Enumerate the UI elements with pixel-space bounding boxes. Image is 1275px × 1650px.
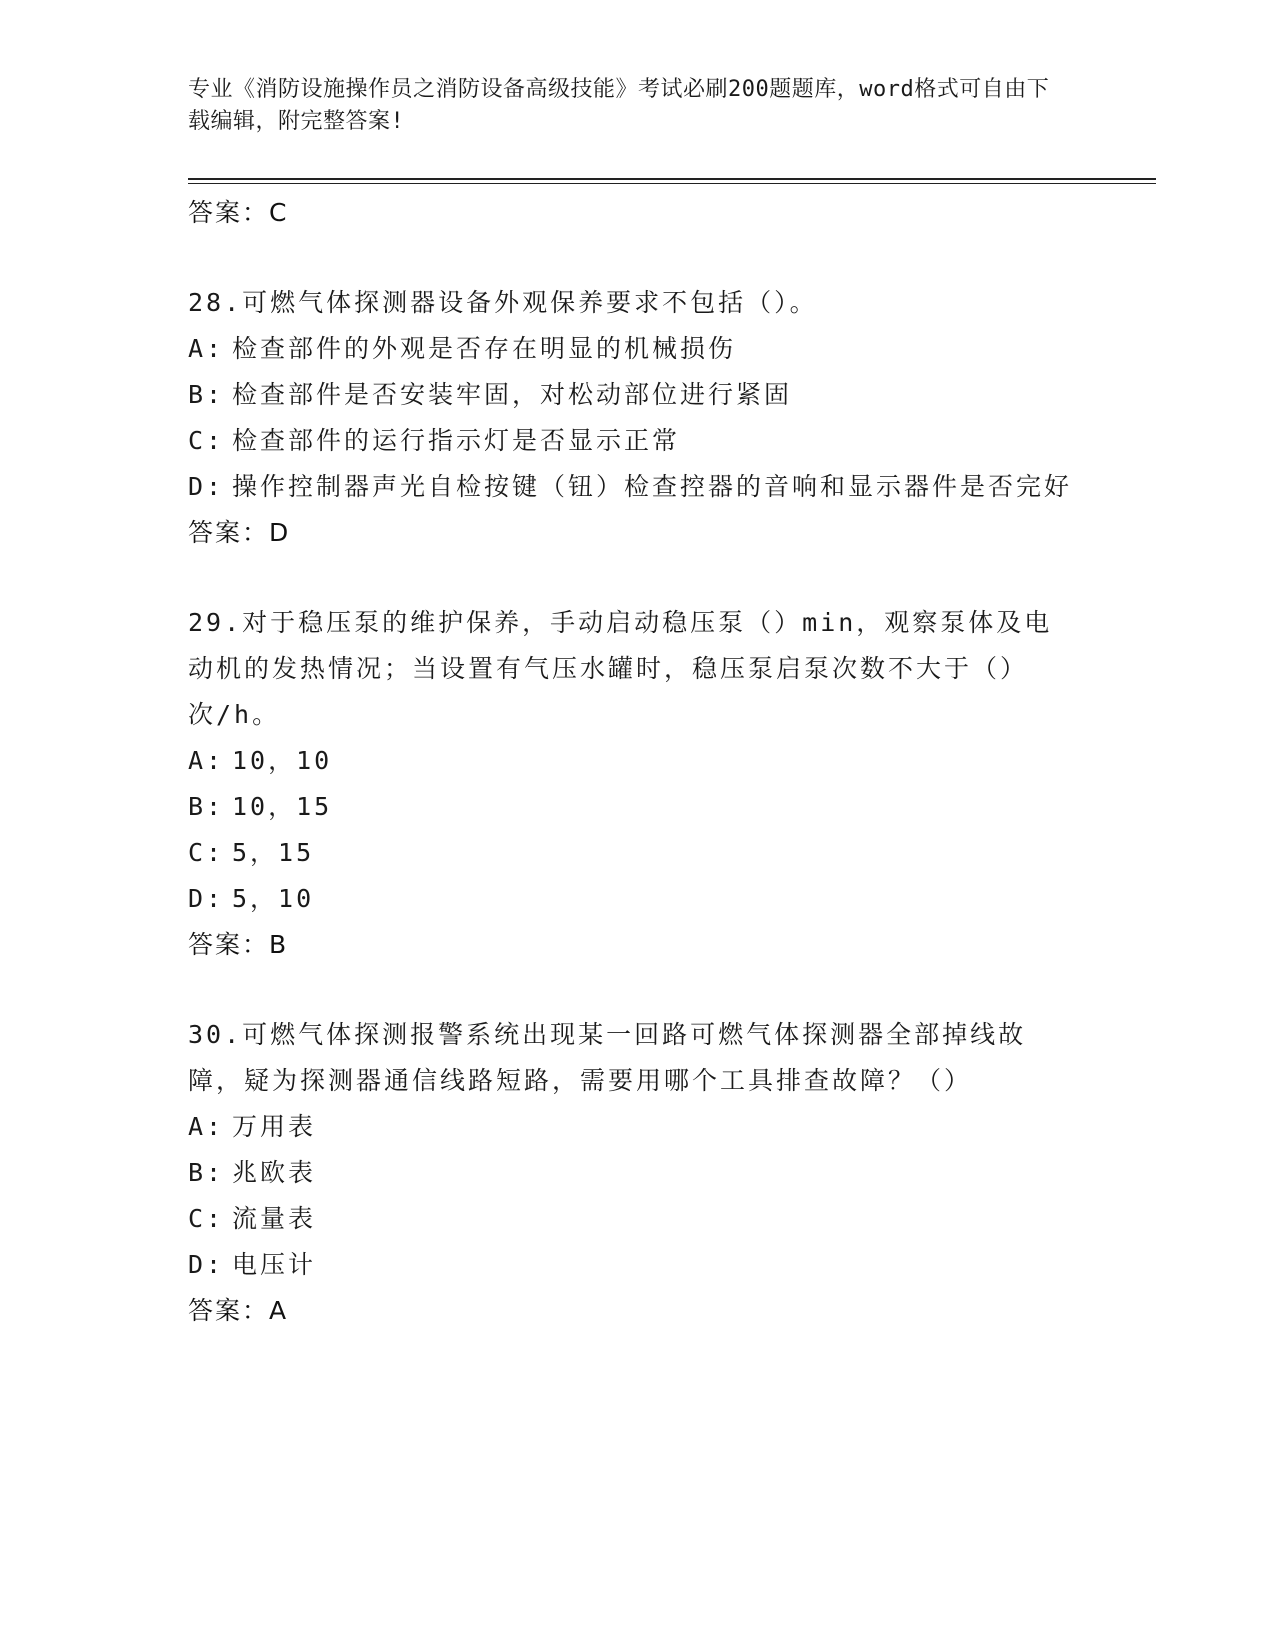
option-text: 5，10	[232, 884, 315, 913]
option-a	[188, 1104, 1088, 1150]
option-text: 操作控制器声光自检按键（钮）检查控器的音响和显示器件是否完好	[232, 472, 1073, 501]
option-text: 5，15	[232, 838, 315, 867]
option-a	[188, 738, 1088, 784]
option-c	[188, 830, 1088, 876]
option-key: A:	[188, 1112, 225, 1141]
option-key: A:	[188, 746, 225, 775]
question-block	[188, 1012, 1088, 1334]
option-key: B:	[188, 792, 225, 821]
option-key: C:	[188, 1204, 225, 1233]
option-text: 兆欧表	[232, 1158, 317, 1187]
option-key: B:	[188, 1158, 225, 1187]
option-a	[188, 326, 1088, 372]
answer-line: 答案：C	[188, 198, 289, 227]
option-key: D:	[188, 472, 225, 501]
option-key: D:	[188, 884, 225, 913]
question-text: 28.可燃气体探测器设备外观保养要求不包括（）。	[188, 288, 818, 317]
content-area	[188, 190, 1088, 1334]
option-key: D:	[188, 1250, 225, 1279]
option-key: A:	[188, 334, 225, 363]
option-text: 万用表	[232, 1112, 317, 1141]
option-text: 流量表	[232, 1204, 317, 1233]
option-key: C:	[188, 838, 225, 867]
page-header: 专业《消防设施操作员之消防设备高级技能》考试必刷200题题库，word格式可自由下载编辑，附完整答案!	[188, 77, 1050, 134]
option-d	[188, 464, 1078, 510]
answer-line: 答案：A	[188, 1296, 289, 1325]
option-text: 检查部件的运行指示灯是否显示正常	[232, 426, 681, 455]
option-key: B:	[188, 380, 225, 409]
question-block	[188, 280, 1088, 556]
header-divider	[188, 178, 1156, 180]
question-text: 29.对于稳压泵的维护保养，手动启动稳压泵（）min，观察泵体及电动机的发热情况；当设置有气压水罐时，稳压泵启泵次数不大于（）次/h。	[188, 608, 1053, 729]
option-text: 10，15	[232, 792, 333, 821]
option-c	[188, 1196, 1088, 1242]
option-text: 检查部件是否安装牢固，对松动部位进行紧固	[232, 380, 793, 409]
option-d	[188, 876, 1088, 922]
question-block	[188, 600, 1088, 968]
option-text: 电压计	[232, 1250, 317, 1279]
option-b	[188, 784, 1088, 830]
option-text: 检查部件的外观是否存在明显的机械损伤	[232, 334, 737, 363]
answer-line: 答案：D	[188, 518, 291, 547]
option-b	[188, 1150, 1088, 1196]
option-b	[188, 372, 1088, 418]
option-text: 10，10	[232, 746, 333, 775]
option-d	[188, 1242, 1088, 1288]
option-c	[188, 418, 1088, 464]
header-divider-thin	[188, 183, 1156, 184]
answer-line: 答案：B	[188, 930, 289, 959]
question-text: 30.可燃气体探测报警系统出现某一回路可燃气体探测器全部掉线故障，疑为探测器通信线路短路，需要用哪个工具排查故障？（）	[188, 1020, 1027, 1095]
option-key: C:	[188, 426, 225, 455]
